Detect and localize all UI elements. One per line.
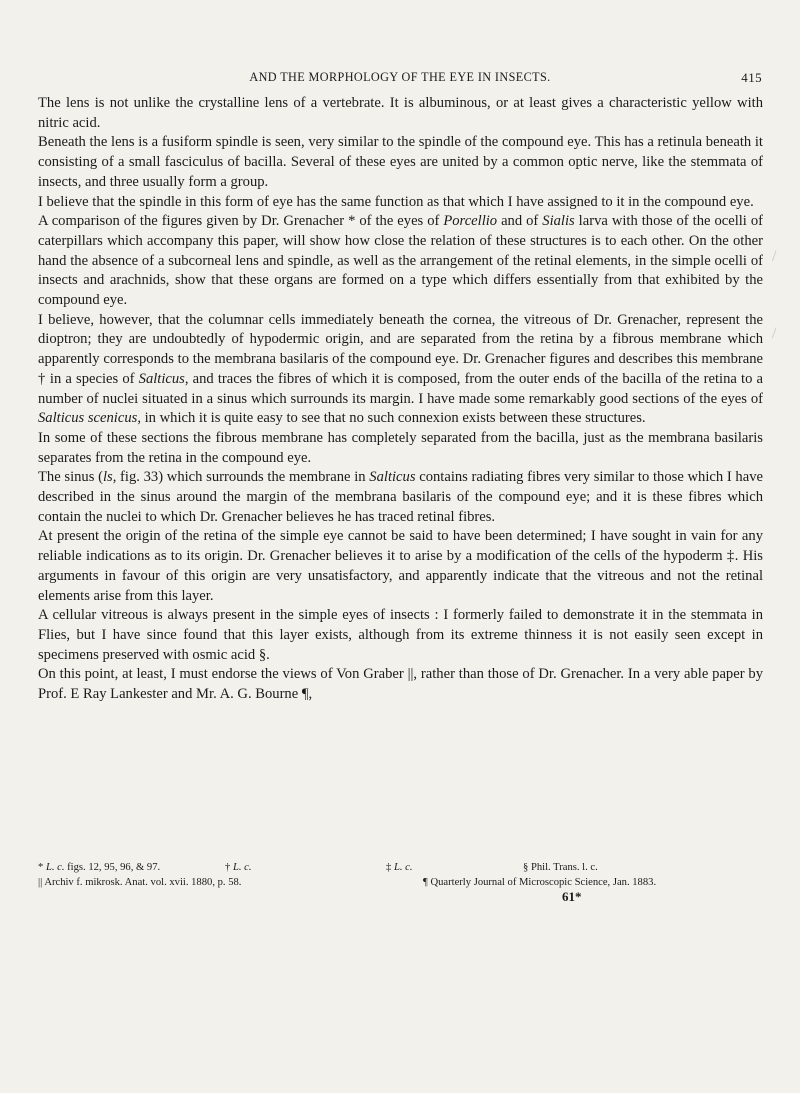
paragraph <box>38 133 763 192</box>
footnote <box>423 875 656 890</box>
paragraph <box>38 311 763 429</box>
text-run: and of <box>497 213 543 230</box>
footnote-text: Quarterly Journal of Microscopic Science, Jan. 1883. <box>430 877 657 888</box>
body-text <box>38 94 763 705</box>
footnote-text: Archiv f. mikrosk. Anat. vol. xvii. 1880, p. 58. <box>44 877 242 888</box>
text-run: , fig. 33) which surrounds the membrane in <box>112 469 370 486</box>
running-head <box>38 70 762 86</box>
footnotes <box>38 860 763 890</box>
footnote <box>225 860 252 875</box>
footnote <box>386 860 413 875</box>
margin-pencil-mark: / <box>772 325 777 342</box>
text-run: , in which it is quite easy to see that no such connexion exists between these structures. <box>137 410 646 427</box>
italic-term: ls <box>102 469 113 486</box>
italic-term: Porcellio <box>443 213 498 230</box>
text-run: Beneath the lens is a fusiform spindle is seen, very similar to the spindle of the compound eye. This has a retinula beneath it consisting of a small fasciculus of bacilla. Several of these eyes are united by a common optic nerve, like the stemmata of insects, and three usually form a group. <box>38 134 763 190</box>
text-run: In some of these sections the fibrous membrane has completely separated from the bacilla, just as the membrana basilaris separates from the retina in the compound eye. <box>38 429 763 466</box>
footnote-citation: L. c. <box>393 862 413 873</box>
running-title: AND THE MORPHOLOGY OF THE EYE IN INSECTS. <box>249 70 551 84</box>
footnote-mark: ¶ <box>423 877 431 888</box>
footnote-citation: L. c. <box>45 862 65 873</box>
text-run: A cellular vitreous is always present in the simple eyes of insects : I formerly failed to demonstrate it in the stemmata in Flies, but I have since found that this layer exists, although from its extreme thinness it is not easily seen except in specimens preserved with osmic acid §. <box>38 607 763 663</box>
paragraph <box>38 429 763 468</box>
italic-term: Salticus <box>369 469 416 486</box>
footnote-mark: † <box>225 862 233 873</box>
footnote-text: figs. 12, 95, 96, & 97. <box>64 862 161 873</box>
footnote-text: Phil. Trans. l. c. <box>530 862 598 873</box>
footnote-row <box>38 875 763 890</box>
italic-term: Salticus scenicus <box>38 410 138 427</box>
footnote-mark: * <box>38 862 46 873</box>
paragraph <box>38 94 763 133</box>
paragraph <box>38 193 763 213</box>
text-run: On this point, at least, I must endorse the views of Von Graber ||, rather than those of Dr. Grenacher. In a very able paper by Prof. E Ray Lankester and Mr. A. G. Bourne ¶, <box>38 666 763 703</box>
text-run: , and traces the fibres of which it is composed, from the outer ends of the bacilla of the retina to a number of nuclei situated in a sinus which surrounds its margin. I have made some remarkably good sections of the eyes of <box>38 370 763 407</box>
paragraph <box>38 527 763 606</box>
paragraph <box>38 606 763 665</box>
margin-pencil-mark: / <box>772 248 777 265</box>
text-run: A comparison of the figures given by Dr. Grenacher * of the eyes of <box>38 213 444 230</box>
italic-term: Sialis <box>542 213 575 230</box>
signature-mark: 61* <box>562 889 582 904</box>
paragraph <box>38 468 763 527</box>
footnote-mark: § <box>523 862 531 873</box>
text-run: The lens is not unlike the crystalline lens of a vertebrate. It is albuminous, or at least gives a characteristic yellow with nitric acid. <box>38 95 763 131</box>
text-run: contains radiating fibres very similar to those which I have described in the sinus around the margin of the membrana basilaris of the compound eye; and it is these fibres which contain the nuclei to which Dr. Grenacher believes he has traced retinal fibres. <box>38 469 763 525</box>
text-run: At present the origin of the retina of the simple eye cannot be said to have been determined; I have sought in vain for any reliable indications as to its origin. Dr. Grenacher believes it to arise by a modification of the cells of the hypoderm ‡. His arguments in favour of this origin are very unsatisfactory, and apparently indicate that the vitreous and not the retinal elements arise from this layer. <box>38 528 763 604</box>
paragraph <box>38 665 763 704</box>
paragraph <box>38 212 763 311</box>
text-run: I believe, however, that the columnar cells immediately beneath the cornea, the vitreous of Dr. Grenacher, represent the dioptron; they are undoubtedly of hypodermic origin, and are separated from the retina by a fibrous membrane which apparently corresponds to the membrana basilaris of the compound eye. Dr. Grenacher figures and describes this membrane † in a species of <box>38 311 763 387</box>
footnote-mark: ‡ <box>386 862 394 873</box>
footnote-citation: L. c. <box>232 862 252 873</box>
text-run: larva with those of the ocelli of caterpillars which accompany this paper, will show how close the relation of these structures is to each other. On the other hand the absence of a subcorneal lens and spindle, as well as the arrangement of the retinal elements, in the simple ocelli of insects and arachnids, show that these organs are formed on a type which differs essentially from that exhibited by the compound eye. <box>38 213 763 309</box>
text-run: I believe that the spindle in this form of eye has the same function as that which I have assigned to it in the compound eye. <box>38 193 754 210</box>
footnote <box>523 860 598 875</box>
footnote <box>38 875 241 890</box>
footnote <box>38 860 160 875</box>
italic-term: Salticus <box>138 370 185 387</box>
page-number: 415 <box>741 70 762 85</box>
footnote-row <box>38 860 763 875</box>
text-run: The sinus ( <box>38 469 103 486</box>
footnote-mark: || <box>38 877 45 888</box>
